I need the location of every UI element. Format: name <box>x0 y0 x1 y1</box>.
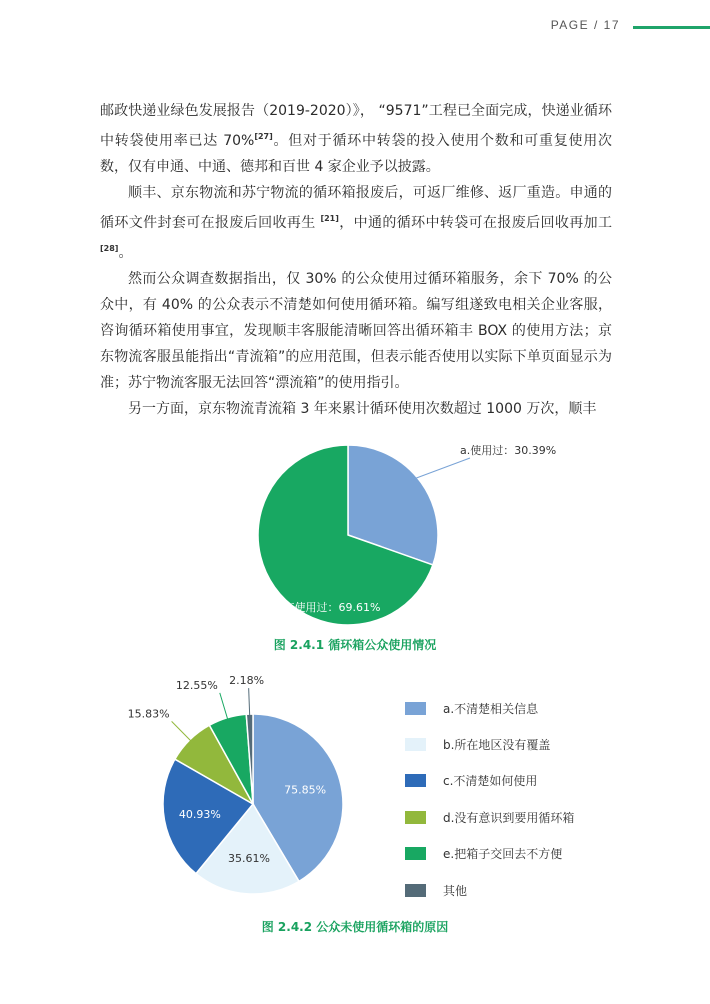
usage-slice-label-1: b.没有使用过：69.61% <box>262 601 381 615</box>
figure-caption-2-4-1: 图 2.4.1 循环箱公众使用情况 <box>273 638 437 652</box>
reason-slice-label-1: 35.61% <box>227 851 270 865</box>
legend-label: a.不清楚相关信息 <box>443 701 539 716</box>
figure-caption-2-4-2: 图 2.4.2 公众未使用循环箱的原因 <box>261 920 449 934</box>
citation-ref: [21] <box>320 214 339 223</box>
text-run: 。但对于循环中转袋的投入使用个数和可重复使用 <box>272 133 598 149</box>
reason-leader-line-3 <box>172 721 192 742</box>
text-run: 的循环文件封套可在报废后回收再生 <box>100 185 612 231</box>
text-run: 顺丰、京东物流和苏宁物流的循环箱报废后，可返厂维修、返厂重造。申通 <box>128 185 598 201</box>
citation-ref: [27] <box>254 132 273 141</box>
reason-slice-label-3: 15.83% <box>127 707 170 721</box>
legend-swatch <box>405 702 426 715</box>
legend-item <box>405 872 665 908</box>
page-number: PAGE / 17 <box>550 18 620 32</box>
legend-label: 其他 <box>443 883 468 898</box>
text-run: 东物流客服虽能指出“青流箱”的应用范围，但表示能否使用以实际下单页面显 <box>100 349 584 365</box>
legend-item <box>405 690 665 726</box>
body-text <box>100 98 612 422</box>
reason-leader-line-4 <box>220 693 228 721</box>
paragraph <box>100 266 612 396</box>
legend-swatch <box>405 847 426 860</box>
text-run: 咨询循环箱使用事宜，发现顺丰客服能清晰回答出循环箱丰 BOX 的使用方法；京 <box>100 323 612 339</box>
text-run: 循环中转袋使用率已达 70% <box>100 103 612 149</box>
legend-item <box>405 726 665 762</box>
reason-slice-label-2: 40.93% <box>178 807 221 821</box>
header-rule <box>633 26 710 29</box>
reason-slice-label-0: 75.85% <box>284 783 327 797</box>
legend-swatch <box>405 738 426 751</box>
text-run: 示为准；苏宁物流客服无法回答“漂流箱”的使用指引。 <box>100 349 612 391</box>
legend-item <box>405 836 665 872</box>
legend-swatch <box>405 884 426 897</box>
paragraph <box>100 98 612 180</box>
page-header <box>0 18 710 38</box>
text-run: 然而公众调查数据指出，仅 30% 的公众使用过循环箱服务，余下 70% 的公 <box>128 271 612 287</box>
paragraph <box>100 396 612 422</box>
legend-swatch <box>405 811 426 824</box>
legend-label: c.不清楚如何使用 <box>443 774 538 789</box>
legend-item <box>405 799 665 835</box>
citation-ref: [28] <box>100 244 119 253</box>
chart-legend <box>405 690 665 908</box>
text-run: ，中通的循环中转袋可在报废后回收再加 <box>338 215 598 231</box>
legend-item <box>405 763 665 799</box>
reason-leader-line-5 <box>249 688 250 717</box>
text-run: 。 <box>118 245 133 261</box>
text-run: 众中，有 40% 的公众表示不清楚如何使用循环箱。编写组遂致电相关企业客服， <box>100 297 612 313</box>
legend-swatch <box>405 774 426 787</box>
usage-slice-label-0: a.使用过：30.39% <box>460 444 557 457</box>
text-run: 工 <box>598 215 612 231</box>
text-run: 邮政快递业绿色发展报告（2019-2020）》， “9571”工程已全面完成，快递业 <box>100 103 584 119</box>
paragraph <box>100 180 612 266</box>
pie-chart-reasons <box>120 670 370 910</box>
legend-label: b.所在地区没有覆盖 <box>443 738 551 753</box>
usage-leader-line-0 <box>411 458 470 480</box>
reason-slice-label-5: 2.18% <box>229 674 265 688</box>
reason-slice-label-4: 12.55% <box>175 678 218 692</box>
pie-chart-usage <box>230 430 630 640</box>
legend-label: d.没有意识到要用循环箱 <box>443 810 575 825</box>
text-run: 另一方面，京东物流青流箱 3 年来累计循环使用次数超过 1000 万次，顺丰 <box>128 401 597 417</box>
legend-label: e.把箱子交回去不方便 <box>443 847 563 862</box>
text-run: 次数，仅有申通、中通、德邦和百世 4 家企业予以披露。 <box>100 133 612 175</box>
